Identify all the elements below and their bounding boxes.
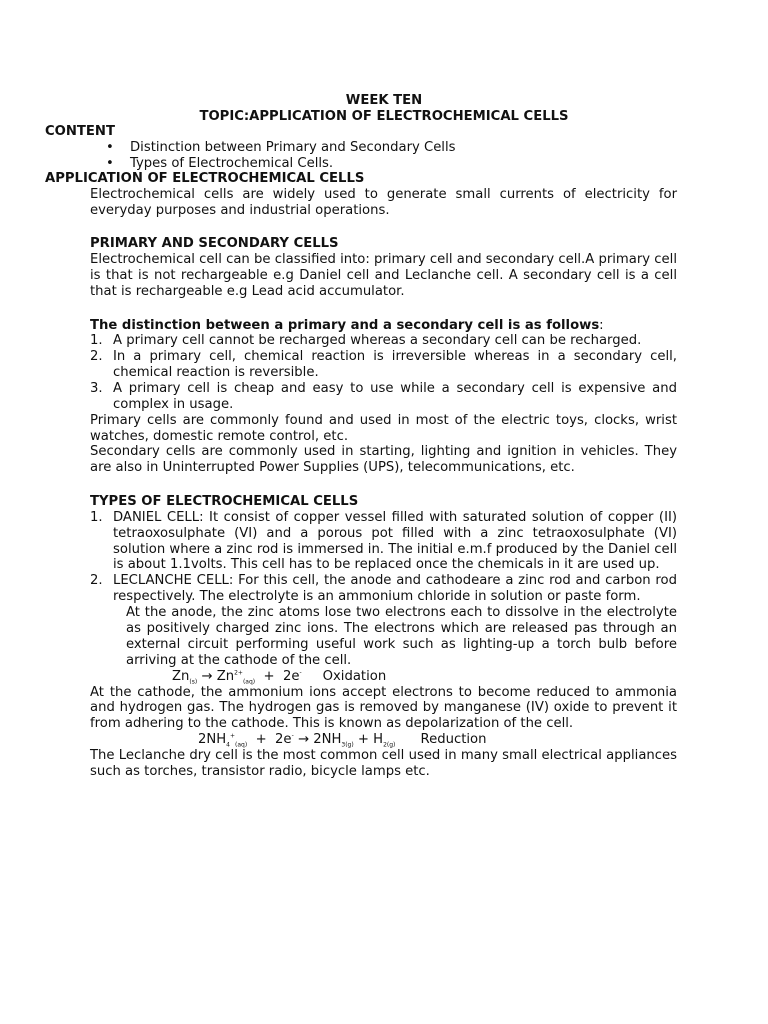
list-item: complex in usage.	[113, 397, 234, 412]
week-title: WEEK TEN	[345, 93, 423, 108]
content-bullet: Types of Electrochemical Cells.	[130, 156, 334, 171]
list-item: DANIEL CELL: It consist of copper vessel filled with saturated solution of copper (II)	[113, 510, 677, 525]
eq-arrow: →	[201, 669, 213, 684]
eq-state: (s)	[189, 678, 198, 686]
eq-label: Oxidation	[322, 669, 387, 684]
distinction-heading-text: The distinction between a primary and a secondary cell is as follows	[90, 318, 600, 333]
topic-title: TOPIC:APPLICATION OF ELECTROCHEMICAL CELLS	[199, 109, 569, 124]
eq-zn-ion: Zn	[216, 669, 235, 684]
bullet-icon: •	[106, 140, 114, 155]
paragraph-line: At the cathode, the ammonium ions accept electrons to become reduced to ammonia	[90, 685, 677, 700]
eq-plus: +	[263, 669, 275, 684]
paragraph-line: Secondary cells are commonly used in starting, lighting and ignition in vehicles. They	[90, 444, 677, 459]
paragraph-line: from adhering to the cathode. This is known as depolarization of the cell.	[90, 716, 574, 731]
paragraph-line: as positively charged zinc ions. The electrons which are released pas through an	[126, 621, 677, 636]
content-bullet: Distinction between Primary and Secondary Cells	[130, 140, 456, 155]
bullet-icon: •	[106, 156, 114, 171]
eq-zn: Zn	[172, 669, 190, 684]
eq-state: (aq)	[235, 741, 248, 749]
paragraph-line: Electrochemical cell can be classified into: primary cell and secondary cell.A primary cell	[90, 252, 677, 267]
distinction-heading	[90, 318, 604, 334]
paragraph-line: arriving at the cathode of the cell.	[126, 653, 352, 668]
reduction-equation	[198, 732, 486, 748]
list-item: A primary cell is cheap and easy to use while a secondary cell is expensive and	[113, 381, 677, 396]
paragraph-line: At the anode, the zinc atoms lose two electrons each to dissolve in the electrolyte	[126, 605, 677, 620]
eq-label: Reduction	[420, 732, 487, 747]
eq-charge: 2+	[234, 669, 243, 677]
list-item: respectively. The electrolyte is an ammonium chloride in solution or paste form.	[113, 589, 641, 604]
eq-ammonia: 2NH	[313, 732, 342, 747]
paragraph-line: everyday purposes and industrial operations.	[90, 203, 390, 218]
eq-sub: 2(g)	[383, 741, 396, 749]
list-item: solution where a zinc rod is immersed in. The initial e.m.f produced by the Daniel cell	[113, 542, 677, 557]
paragraph-line: watches, domestic remote control, etc.	[90, 429, 349, 444]
paragraph-line: are also in Uninterrupted Power Supplies (UPS), telecommunications, etc.	[90, 460, 575, 475]
eq-plus: +	[357, 732, 369, 747]
paragraph-line: such as torches, transistor radio, bicycle lamps etc.	[90, 764, 430, 779]
content-label: CONTENT	[45, 124, 115, 139]
paragraph-line: external circuit performing useful work such as lighting-up a torch bulb before	[126, 637, 677, 652]
list-item: is about 1.1volts. This cell has to be replaced once the chemicals in it are used up.	[113, 557, 660, 572]
types-heading: TYPES OF ELECTROCHEMICAL CELLS	[90, 494, 359, 509]
oxidation-equation	[172, 669, 386, 685]
eq-charge: -	[291, 732, 294, 740]
paragraph-line: Electrochemical cells are widely used to generate small currents of electricity for	[90, 187, 677, 202]
paragraph-line: The Leclanche dry cell is the most common cell used in many small electrical appliances	[90, 748, 677, 763]
list-number: 2.	[90, 573, 103, 588]
eq-plus: +	[255, 732, 267, 747]
list-item: LECLANCHE CELL: For this cell, the anode and cathodeare a zinc rod and carbon rod	[113, 573, 677, 588]
eq-charge: -	[299, 669, 302, 677]
paragraph-line: and hydrogen gas. The hydrogen gas is removed by manganese (IV) oxide to prevent it	[90, 700, 677, 715]
list-number: 1.	[90, 510, 103, 525]
list-number: 3.	[90, 381, 103, 396]
primary-secondary-heading: PRIMARY AND SECONDARY CELLS	[90, 236, 339, 251]
eq-arrow: →	[297, 732, 309, 747]
list-number: 1.	[90, 333, 103, 348]
eq-charge: +	[230, 732, 236, 740]
eq-state: (aq)	[242, 678, 256, 686]
eq-ammonium: 2NH	[198, 732, 227, 747]
paragraph-line: is that is not rechargeable e.g Daniel cell and Leclanche cell. A secondary cell is a cell	[90, 268, 677, 283]
application-heading: APPLICATION OF ELECTROCHEMICAL CELLS	[45, 171, 365, 186]
list-number: 2.	[90, 349, 103, 364]
eq-electrons: 2e	[275, 732, 292, 747]
paragraph-line: that is rechargeable e.g Lead acid accumulator.	[90, 284, 405, 299]
eq-sub: 3(g)	[341, 741, 354, 749]
eq-hydrogen: H	[373, 732, 384, 747]
paragraph-line: Primary cells are commonly found and used in most of the electric toys, clocks, wrist	[90, 413, 677, 428]
eq-sub: 4	[226, 741, 230, 749]
list-item: chemical reaction is reversible.	[113, 365, 319, 380]
list-item: In a primary cell, chemical reaction is irreversible whereas in a secondary cell,	[113, 349, 677, 364]
list-item: tetraoxosulphate (VI) and a porous pot filled with a zinc tetraoxosulphate (VI)	[113, 526, 677, 541]
list-item: A primary cell cannot be recharged whereas a secondary cell can be recharged.	[113, 333, 642, 348]
eq-electrons: 2e	[282, 669, 300, 684]
distinction-colon: :	[599, 318, 604, 333]
